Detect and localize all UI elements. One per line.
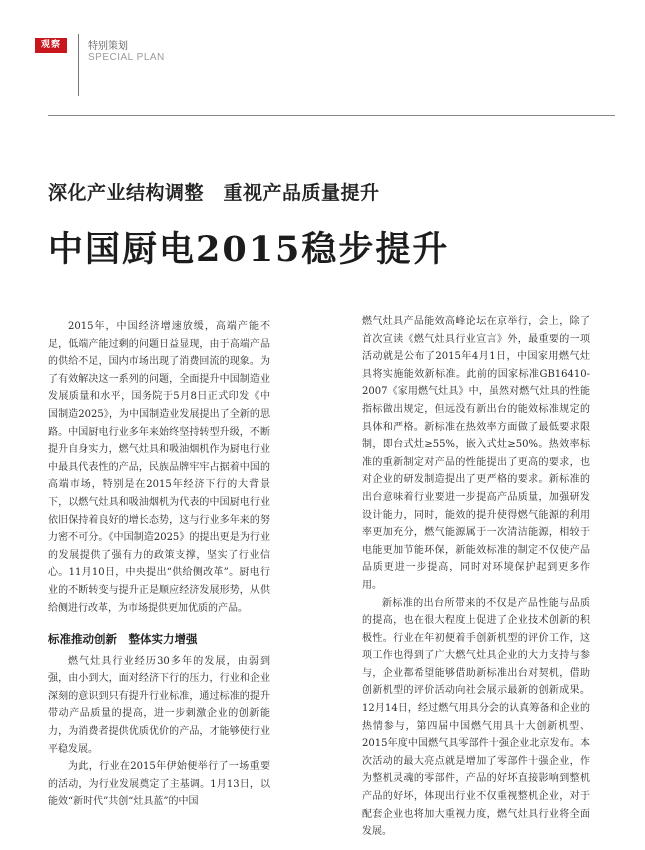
section-heading: 标准推动创新 整体实力增强 xyxy=(48,632,198,647)
paragraph: 燃气灶具行业经历30多年的发展，由弱到强，由小到大，面对经济下行的压力，行业和企业深刻的意识到只有提升行业标准，通过标准的提升带动产品质量的提高，进一步刺激企业的创新能力，为消费者提供优质优价的产品，才能够使行业平稳发展。 xyxy=(48,655,270,755)
header-divider xyxy=(78,34,79,96)
paragraph: 2015年，中国经济增速放缓，高端产能不足，低端产能过剩的问题日益显现，由于高端产品的供给不足，国内市场出现了消费回流的现象。为了有效解决这一系列的问题，全面提升中国制造业发展质量和水平，国务院于5月8日正式印发《中国制造2025》，为中国制造业发展提出了全新的思路。中国厨电行业多年来始终坚持转型升级，不断提升自身实力，燃气灶具和吸油烟机作为厨电行业中最具代表性的产品，民族品牌牢牢占据着中国的高端市场，特别是在2015年经济下行的大背景下，以燃气灶具和吸油烟机为代表的中国厨电行业依旧保持着良好的增长态势，这与行业多年来的努力密不可分。《中国制造2025》的提出更是为行业的发展提供了强有力的政策支撑，坚实了行业信心。11月10日，中央提出“供给侧改革”。厨电行业的不断转变与提升正是顺应经济发展形势，从供给侧进行改革，为市场提供更加优质的产品。 xyxy=(48,321,270,614)
section-title-cn: 特别策划 xyxy=(88,41,128,52)
article-title: 中国厨电2015稳步提升 xyxy=(48,229,450,270)
header-rule xyxy=(48,115,615,116)
article-subtitle: 深化产业结构调整 重视产品质量提升 xyxy=(48,182,380,204)
section-title-en: SPECIAL PLAN xyxy=(88,52,165,63)
paragraph: 为此，行业在2015年伊始便举行了一场重要的活动，为行业发展奠定了主基调。1月13日，以能效“新时代”共创“灶具蓝”的中国 xyxy=(48,761,270,808)
paragraph: 新标准的出台所带来的不仅是产品性能与品质的提高，也在很大程度上促进了企业技术创新的积极性。行业在年初便着手创新机型的评价工作，这项工作也得到了广大燃气灶具企业的大力支持与参与，企业都希望能够借助新标准出台对契机，借助创新机型的评价活动向社会展示最新的创新成果。12月14日，经过燃气用具分会的认真筹备和企业的热情参与，第四届中国燃气用具十大创新机型、2015年度中国燃气具零部件十强企业北京发布。本次活动的最大亮点就是增加了零部件十强企业，作为整机灵魂的零部件，产品的好坏直接影响到整机产品的好坏，体现出行业不仅重视整机企业，对于配套企业也将加大重视力度，燃气灶具行业将全面发展。 xyxy=(362,597,590,838)
paragraph: 燃气灶具产品能效高峰论坛在京举行，会上，除了首次宣读《燃气灶具行业宣言》外，最重要的一项活动就是公布了2015年4月1日，中国家用燃气灶具将实施能效新标准。此前的国家标准GB16410-2007《家用燃气灶具》中，虽然对燃气灶具的性能指标做出规定，但远没有新出台的能效标准规定的具体和严格。新标准在热效率方面做了最低要求限制，即台式灶≥55%，嵌入式灶≥50%。热效率标准的重新制定对产品的性能提出了更高的要求，也对企业的研发制造提出了更严格的要求。新标准的出台意味着行业要进一步提高产品质量，加强研发设计能力，同时，能效的提升使得燃气能源的利用率更加充分，燃气能源属于一次清洁能源，相较于电能更加节能环保，新能效标准的制定不仅使产品品质更进一步提高，同时对环境保护起到更多作用。 xyxy=(362,316,590,591)
right-column xyxy=(362,313,590,841)
section-tag: 观察 xyxy=(35,38,67,53)
left-column xyxy=(48,318,270,811)
